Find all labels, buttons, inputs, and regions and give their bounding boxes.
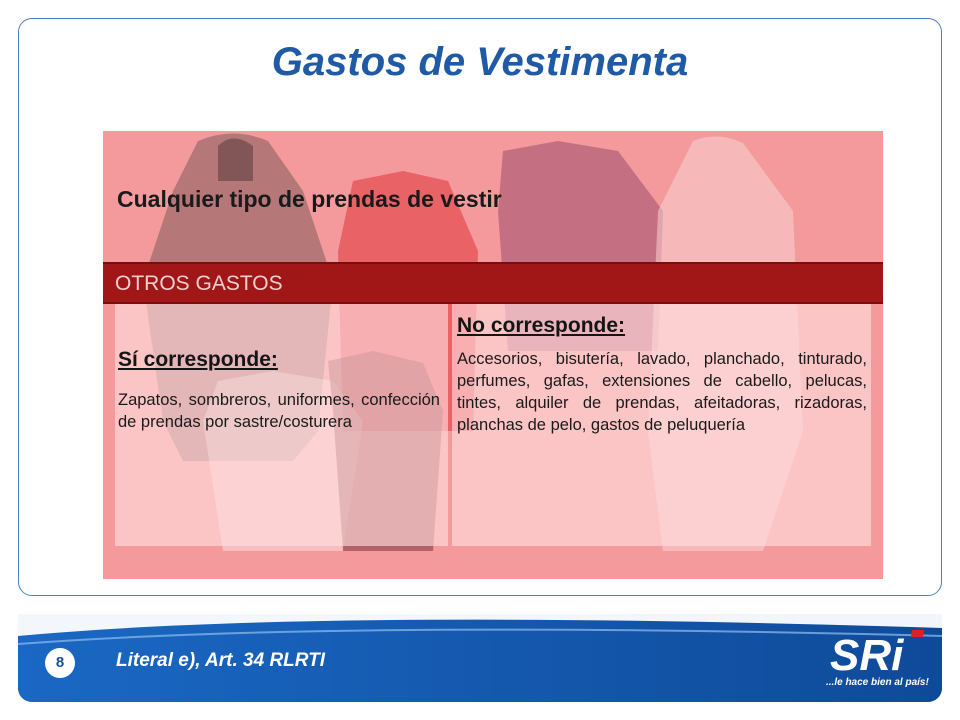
no-corresponde-cell — [452, 304, 871, 546]
no-corresponde-title: No corresponde: — [457, 314, 626, 337]
slide-title: Gastos de Vestimenta — [271, 40, 689, 84]
band-label: OTROS GASTOS — [115, 272, 283, 295]
page-number-badge: 8 — [45, 648, 75, 678]
si-corresponde-text: Zapatos, sombreros, uniformes, confección de prendas por sastre/costurera — [118, 391, 440, 431]
svg-text:SRi: SRi — [830, 631, 904, 680]
panel-heading: Cualquier tipo de prendas de vestir — [117, 186, 502, 212]
content-panel — [103, 131, 883, 579]
legal-citation: Literal e), Art. 34 RLRTI — [116, 650, 326, 671]
si-corresponde-cell — [115, 304, 448, 546]
no-corresponde-text: Accesorios, bisutería, lavado, planchado, tinturado, perfumes, gafas, extensiones de cabello, pelucas, tintes, alquiler de prendas, afeitadoras, rizadoras, planchas de pelo, gastos de peluquería — [457, 350, 867, 434]
otros-gastos-band — [103, 262, 883, 304]
si-corresponde-title: Sí corresponde: — [118, 348, 278, 371]
slogan-text: ...le hace bien al país! — [826, 677, 929, 688]
